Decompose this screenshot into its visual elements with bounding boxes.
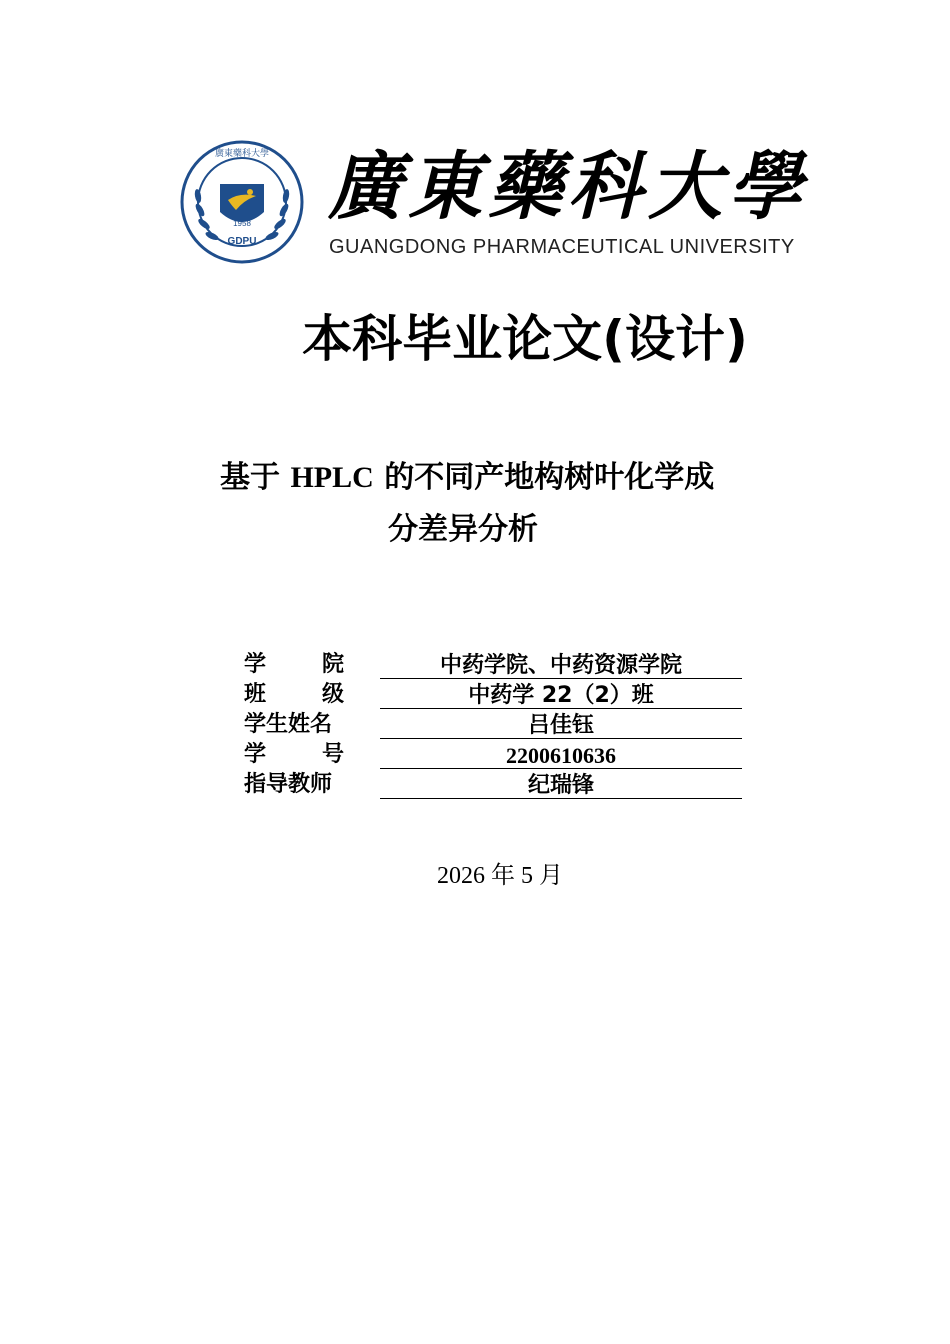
label-char: 班 [244, 682, 267, 707]
label-char: 级 [321, 682, 344, 707]
seal-year: 1958 [233, 219, 251, 228]
thesis-title-prefix: 基于 [220, 460, 280, 495]
info-row-college [244, 650, 742, 680]
seal-abbr: GDPU [227, 236, 257, 247]
submission-date: 2026 年 5 月 [437, 863, 563, 889]
university-name-cn: 廣東藥科大學 [328, 144, 808, 230]
thesis-title-line-1 [220, 456, 714, 500]
seal-ring-text: 廣東藥科大學 [214, 149, 270, 159]
thesis-title-line-2: 分差异分析 [388, 512, 538, 547]
info-row-advisor [244, 770, 742, 800]
info-value-advisor: 纪瑞锋 [380, 770, 742, 799]
info-row-class [244, 680, 742, 710]
info-label-student-id [244, 740, 344, 770]
info-label-class [244, 680, 344, 710]
info-row-student-id [244, 740, 742, 770]
info-value-student-name: 吕佳钰 [380, 710, 742, 739]
university-name-en: GUANGDONG PHARMACEUTICAL UNIVERSITY [329, 236, 795, 258]
student-info-table [244, 650, 742, 800]
info-row-student-name [244, 710, 742, 740]
info-label-advisor: 指导教师 [244, 772, 333, 797]
label-char: 学 [244, 652, 267, 677]
info-label-student-name: 学生姓名 [244, 712, 333, 737]
label-char: 学 [244, 742, 267, 767]
thesis-title-latin: HPLC [290, 461, 374, 494]
info-value-class: 中药学 22（2）班 [380, 680, 742, 709]
university-seal-icon [180, 140, 304, 264]
document-type-title: 本科毕业论文(设计) [302, 310, 748, 368]
university-logo [180, 140, 808, 270]
student-id-number: 2200610636 [506, 743, 616, 768]
info-value-college: 中药学院、中药资源学院 [380, 650, 742, 679]
thesis-title-suffix: 的不同产地构树叶化学成 [384, 460, 715, 495]
info-label-college [244, 650, 344, 680]
label-char: 号 [321, 742, 344, 767]
info-value-student-id [380, 740, 742, 769]
label-char: 院 [321, 652, 344, 677]
